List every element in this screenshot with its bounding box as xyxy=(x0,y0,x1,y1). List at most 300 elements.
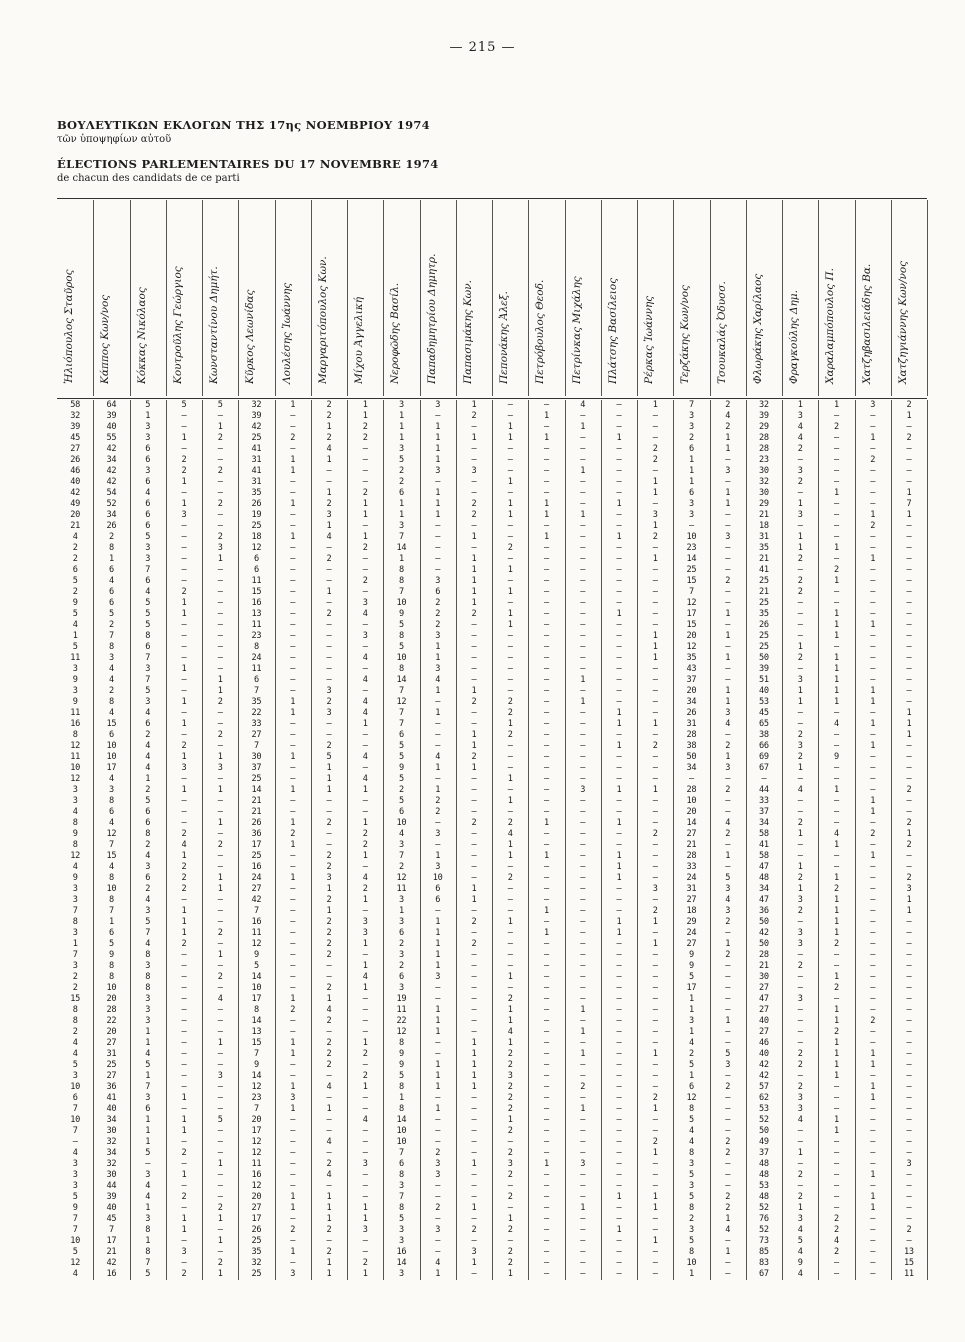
table-cell: 7 xyxy=(145,675,151,685)
table-cell: — xyxy=(217,1093,223,1103)
column-header xyxy=(673,200,710,396)
table-column xyxy=(456,200,492,1280)
table-column xyxy=(420,200,456,1280)
table-cell: — xyxy=(870,752,876,762)
table-cell: 20 xyxy=(686,807,697,817)
table-cell: 1 xyxy=(652,1148,658,1158)
table-cell: — xyxy=(833,411,839,421)
table-cell: — xyxy=(833,818,839,828)
table-cell: — xyxy=(507,642,513,652)
table-cell: — xyxy=(290,609,296,619)
table-cell: 8 xyxy=(398,664,404,674)
table-cell: 3 xyxy=(435,1225,441,1235)
table-cell: 1 xyxy=(290,466,296,476)
table-cell: — xyxy=(543,752,549,762)
table-cell: — xyxy=(217,444,223,454)
table-cell: 35 xyxy=(759,543,769,553)
table-cell: — xyxy=(797,774,803,784)
table-cell: 8 xyxy=(72,917,78,927)
table-cell: 1 xyxy=(616,873,622,883)
candidate-name: Κωνσταντίνου Δημήτ. xyxy=(208,266,221,384)
table-cell: — xyxy=(906,939,912,949)
table-cell: 2 xyxy=(507,1258,513,1268)
table-cell: 3 xyxy=(398,521,404,531)
table-column xyxy=(528,200,564,1280)
table-cell: — xyxy=(290,939,296,949)
table-cell: 41 xyxy=(251,444,262,454)
table-cell: 22 xyxy=(106,1016,117,1026)
table-cell: — xyxy=(362,1170,368,1180)
table-cell: — xyxy=(181,1038,187,1048)
table-cell: — xyxy=(181,1049,187,1059)
table-cell: 34 xyxy=(759,884,769,894)
table-cell: 40 xyxy=(106,1203,117,1213)
table-cell: 4 xyxy=(326,1170,332,1180)
table-cell: 31 xyxy=(686,884,697,894)
table-cell: 1 xyxy=(507,719,513,729)
table-cell: — xyxy=(543,1126,549,1136)
table-cell: 4 xyxy=(398,829,404,839)
table-cell: — xyxy=(471,1148,477,1158)
table-cell: — xyxy=(326,1236,332,1246)
table-cell: 16 xyxy=(251,1170,262,1180)
table-cell: 1 xyxy=(217,950,223,960)
table-cell: 3 xyxy=(435,400,441,410)
table-cell: 17 xyxy=(251,840,262,850)
table-cell: — xyxy=(543,543,549,553)
table-cell: — xyxy=(652,1038,658,1048)
table-cell: — xyxy=(616,994,622,1004)
table-cell: — xyxy=(725,1104,731,1114)
table-cell: 20 xyxy=(70,510,80,520)
table-cell: 6 xyxy=(435,884,441,894)
table-cell: 17 xyxy=(251,1126,262,1136)
table-cell: — xyxy=(326,477,332,487)
table-cell: — xyxy=(906,1060,912,1070)
table-cell: 6 xyxy=(253,565,259,575)
table-cell: 2 xyxy=(145,840,151,850)
table-cell: 7 xyxy=(398,708,404,718)
table-cell: 2 xyxy=(797,752,803,762)
table-cell: 12 xyxy=(251,1082,262,1092)
table-cell: 2 xyxy=(725,785,731,795)
table-cell: 22 xyxy=(396,1016,407,1026)
table-cell: 43 xyxy=(686,664,697,674)
table-cell: 21 xyxy=(70,521,80,531)
table-cell: 4 xyxy=(72,1148,78,1158)
table-cell: 2 xyxy=(725,1203,731,1213)
table-cell: 3 xyxy=(398,950,404,960)
table-cell: 21 xyxy=(759,587,769,597)
table-cell: — xyxy=(471,972,477,982)
table-cell: 3 xyxy=(580,1159,586,1169)
table-cell: 2 xyxy=(725,576,731,586)
table-cell: — xyxy=(870,499,876,509)
table-cell: — xyxy=(616,1159,622,1169)
table-cell: — xyxy=(797,631,803,641)
table-cell: 1 xyxy=(688,1269,694,1279)
table-cell: — xyxy=(833,1192,839,1202)
table-cell: — xyxy=(580,1236,586,1246)
table-cell: 1 xyxy=(435,1269,441,1279)
table-cell: 2 xyxy=(797,653,803,663)
column-header xyxy=(93,200,130,396)
table-cell: 1 xyxy=(652,1104,658,1114)
table-cell: 3 xyxy=(181,1247,187,1257)
table-cell: 21 xyxy=(106,1247,117,1257)
table-cell: — xyxy=(616,1126,622,1136)
table-cell: 15 xyxy=(70,994,80,1004)
table-cell: 3 xyxy=(72,686,78,696)
table-cell: — xyxy=(217,807,223,817)
table-cell: 44 xyxy=(106,1181,117,1191)
table-cell: 3 xyxy=(797,675,803,685)
table-cell: 27 xyxy=(759,1005,769,1015)
table-cell: — xyxy=(471,906,477,916)
table-cell: — xyxy=(290,1137,296,1147)
table-cell: 7 xyxy=(72,1214,78,1224)
table-cell: 15 xyxy=(904,1258,914,1268)
table-cell: 8 xyxy=(145,972,151,982)
column-body xyxy=(601,400,638,1280)
table-column xyxy=(238,200,274,1280)
table-cell: 1 xyxy=(833,653,839,663)
table-cell: 2 xyxy=(326,928,332,938)
table-cell: 33 xyxy=(686,862,697,872)
table-cell: 1 xyxy=(870,1049,876,1059)
table-cell: 4 xyxy=(326,532,332,542)
table-cell: — xyxy=(833,499,839,509)
table-cell: 54 xyxy=(106,488,117,498)
table-cell: 52 xyxy=(759,1115,769,1125)
table-cell: 42 xyxy=(106,466,117,476)
table-cell: — xyxy=(217,862,223,872)
table-cell: 1 xyxy=(108,554,114,564)
table-cell: 36 xyxy=(251,829,262,839)
table-cell: 4 xyxy=(833,719,839,729)
table-cell: 1 xyxy=(580,697,586,707)
table-cell: — xyxy=(580,950,586,960)
table-cell: 37 xyxy=(251,763,262,773)
table-cell: — xyxy=(725,774,731,784)
table-cell: 7 xyxy=(108,631,114,641)
table-cell: 8 xyxy=(108,873,114,883)
table-cell: 3 xyxy=(290,1269,296,1279)
table-cell: 2 xyxy=(471,752,477,762)
table-cell: — xyxy=(543,774,549,784)
header-rule xyxy=(57,198,927,199)
table-cell: 23 xyxy=(251,631,262,641)
table-cell: — xyxy=(290,653,296,663)
table-cell: — xyxy=(652,972,658,982)
table-cell: — xyxy=(435,741,441,751)
table-cell: 11 xyxy=(396,884,407,894)
table-cell: 4 xyxy=(580,400,586,410)
column-header xyxy=(855,200,892,396)
table-cell: 1 xyxy=(833,1060,839,1070)
table-cell: 1 xyxy=(145,1126,151,1136)
table-cell: 52 xyxy=(106,499,117,509)
table-cell: 5 xyxy=(145,1060,151,1070)
table-cell: — xyxy=(507,950,513,960)
table-cell: — xyxy=(906,1170,912,1180)
column-body xyxy=(528,400,565,1280)
table-cell: — xyxy=(725,554,731,564)
table-cell: — xyxy=(652,961,658,971)
table-cell: 8 xyxy=(108,543,114,553)
table-cell: — xyxy=(580,708,586,718)
table-cell: 1 xyxy=(471,730,477,740)
table-cell: — xyxy=(181,576,187,586)
table-cell: 1 xyxy=(870,1192,876,1202)
table-cell: — xyxy=(543,444,549,454)
table-cell: 41 xyxy=(106,1093,117,1103)
table-cell: 2 xyxy=(217,499,223,509)
table-cell: — xyxy=(290,807,296,817)
table-cell: — xyxy=(217,708,223,718)
table-cell: 3 xyxy=(398,444,404,454)
table-cell: — xyxy=(580,1126,586,1136)
table-cell: 2 xyxy=(797,1060,803,1070)
table-cell: — xyxy=(362,642,368,652)
table-cell: 1 xyxy=(507,433,513,443)
table-cell: — xyxy=(543,708,549,718)
table-cell: — xyxy=(543,1258,549,1268)
table-cell: 1 xyxy=(290,752,296,762)
table-cell: 25 xyxy=(106,1060,117,1070)
table-cell: 1 xyxy=(652,521,658,531)
table-cell: 4 xyxy=(145,763,151,773)
table-cell: 4 xyxy=(108,708,114,718)
table-cell: 3 xyxy=(145,1170,151,1180)
table-cell: 1 xyxy=(326,906,332,916)
table-cell: — xyxy=(833,1269,839,1279)
table-cell: — xyxy=(326,1115,332,1125)
table-cell: 6 xyxy=(108,587,114,597)
table-cell: 1 xyxy=(616,851,622,861)
table-cell: 32 xyxy=(251,400,262,410)
table-cell: — xyxy=(870,411,876,421)
table-cell: 3 xyxy=(108,653,114,663)
table-cell: — xyxy=(217,477,223,487)
table-cell: — xyxy=(725,1115,731,1125)
table-cell: 4 xyxy=(181,840,187,850)
table-cell: 8 xyxy=(145,1247,151,1257)
column-header xyxy=(456,200,493,396)
table-cell: 4 xyxy=(362,697,368,707)
table-cell: 2 xyxy=(435,609,441,619)
table-cell: — xyxy=(362,1181,368,1191)
table-cell: 2 xyxy=(906,840,912,850)
table-cell: 1 xyxy=(471,400,477,410)
table-cell: 17 xyxy=(686,609,697,619)
table-cell: — xyxy=(435,983,441,993)
table-cell: — xyxy=(580,664,586,674)
table-cell: 1 xyxy=(507,851,513,861)
table-cell: 1 xyxy=(326,587,332,597)
table-cell: 24 xyxy=(251,653,262,663)
table-cell: 7 xyxy=(906,499,912,509)
table-cell: 1 xyxy=(507,510,513,520)
table-cell: 2 xyxy=(181,1148,187,1158)
table-cell: — xyxy=(471,1137,477,1147)
table-cell: 2 xyxy=(725,422,731,432)
table-cell: 5 xyxy=(398,752,404,762)
table-cell: 1 xyxy=(870,851,876,861)
table-cell: 2 xyxy=(72,543,78,553)
table-cell: — xyxy=(652,807,658,817)
column-header xyxy=(782,200,819,396)
table-cell: 13 xyxy=(251,1027,262,1037)
table-cell: 6 xyxy=(145,477,151,487)
table-cell: 2 xyxy=(797,1049,803,1059)
table-cell: — xyxy=(870,1137,876,1147)
table-cell: — xyxy=(181,675,187,685)
table-cell: — xyxy=(362,686,368,696)
table-cell: 3 xyxy=(145,422,151,432)
table-cell: 21 xyxy=(759,961,769,971)
table-cell: — xyxy=(833,1181,839,1191)
table-cell: — xyxy=(652,1027,658,1037)
table-cell: 3 xyxy=(507,1159,513,1169)
table-cell: — xyxy=(833,587,839,597)
table-cell: — xyxy=(725,477,731,487)
table-cell: 1 xyxy=(217,1214,223,1224)
table-cell: — xyxy=(471,708,477,718)
table-cell: 16 xyxy=(70,719,80,729)
column-body xyxy=(492,400,529,1280)
candidate-name: Ἠλιόπουλος Σταῦρος xyxy=(63,269,76,384)
table-cell: — xyxy=(543,895,549,905)
table-cell: — xyxy=(797,983,803,993)
table-cell: 7 xyxy=(253,741,259,751)
table-cell: — xyxy=(290,510,296,520)
column-body xyxy=(818,400,855,1280)
table-cell: — xyxy=(181,1027,187,1037)
table-cell: 4 xyxy=(797,433,803,443)
table-cell: 6 xyxy=(145,521,151,531)
table-cell: 3 xyxy=(435,972,441,982)
table-cell: 2 xyxy=(181,455,187,465)
table-cell: — xyxy=(580,488,586,498)
table-cell: 5 xyxy=(72,1192,78,1202)
table-cell: 6 xyxy=(145,873,151,883)
table-cell: 53 xyxy=(759,697,769,707)
table-cell: — xyxy=(181,620,187,630)
table-cell: — xyxy=(543,1027,549,1037)
table-cell: 2 xyxy=(652,906,658,916)
table-cell: 1 xyxy=(290,994,296,1004)
table-cell: 58 xyxy=(759,851,769,861)
table-cell: 30 xyxy=(106,1170,117,1180)
column-body xyxy=(456,400,493,1280)
table-cell: — xyxy=(181,631,187,641)
table-cell: — xyxy=(326,1027,332,1037)
table-cell: 15 xyxy=(106,719,117,729)
table-cell: 10 xyxy=(686,1258,697,1268)
table-cell: — xyxy=(725,1005,731,1015)
table-cell: 1 xyxy=(398,433,404,443)
table-cell: — xyxy=(906,928,912,938)
table-cell: 5 xyxy=(398,741,404,751)
table-cell: 1 xyxy=(435,961,441,971)
column-header xyxy=(818,200,855,396)
table-cell: — xyxy=(797,488,803,498)
table-cell: — xyxy=(217,741,223,751)
table-cell: — xyxy=(326,620,332,630)
table-cell: 6 xyxy=(688,1082,694,1092)
table-cell: 2 xyxy=(362,488,368,498)
table-cell: — xyxy=(797,1159,803,1169)
table-cell: 1 xyxy=(507,1269,513,1279)
table-cell: 3 xyxy=(217,543,223,553)
table-cell: — xyxy=(326,1126,332,1136)
table-cell: 2 xyxy=(725,917,731,927)
table-cell: 28 xyxy=(759,950,769,960)
table-cell: 2 xyxy=(906,400,912,410)
table-cell: — xyxy=(543,983,549,993)
table-cell: 2 xyxy=(145,730,151,740)
table-cell: 51 xyxy=(759,675,769,685)
table-cell: 3 xyxy=(725,906,731,916)
table-cell: 5 xyxy=(688,1115,694,1125)
candidate-name: Πλάτσης Βασίλειος xyxy=(606,277,619,384)
table-cell: — xyxy=(471,642,477,652)
table-cell: 8 xyxy=(398,1082,404,1092)
table-cell: — xyxy=(870,576,876,586)
table-cell: 3 xyxy=(435,576,441,586)
table-cell: — xyxy=(217,1148,223,1158)
table-cell: 32 xyxy=(106,1137,117,1147)
table-cell: — xyxy=(543,455,549,465)
table-cell: 1 xyxy=(181,851,187,861)
table-cell: 42 xyxy=(759,928,769,938)
table-cell: 9 xyxy=(72,675,78,685)
table-cell: — xyxy=(217,1225,223,1235)
table-cell: — xyxy=(181,961,187,971)
table-cell: — xyxy=(580,576,586,586)
table-cell: 1 xyxy=(398,906,404,916)
table-cell: — xyxy=(471,653,477,663)
table-cell: 2 xyxy=(471,411,477,421)
table-cell: 5 xyxy=(145,686,151,696)
table-cell: — xyxy=(543,873,549,883)
table-cell: 1 xyxy=(833,1005,839,1015)
table-cell: — xyxy=(797,609,803,619)
table-cell: — xyxy=(725,983,731,993)
table-cell: — xyxy=(362,906,368,916)
table-cell: 1 xyxy=(435,422,441,432)
table-cell: — xyxy=(362,1247,368,1257)
table-cell: — xyxy=(290,862,296,872)
table-cell: 2 xyxy=(181,873,187,883)
table-cell: 3 xyxy=(145,433,151,443)
table-cell: 17 xyxy=(106,1236,117,1246)
table-cell: 11 xyxy=(70,708,80,718)
table-cell: — xyxy=(652,950,658,960)
table-cell: — xyxy=(616,521,622,531)
table-cell: 1 xyxy=(217,1038,223,1048)
table-cell: — xyxy=(580,906,586,916)
table-cell: 2 xyxy=(652,1137,658,1147)
table-cell: — xyxy=(652,576,658,586)
table-cell: — xyxy=(543,796,549,806)
table-cell: — xyxy=(797,851,803,861)
table-cell: 1 xyxy=(290,785,296,795)
table-cell: 4 xyxy=(797,1269,803,1279)
table-cell: — xyxy=(906,983,912,993)
table-cell: — xyxy=(543,884,549,894)
